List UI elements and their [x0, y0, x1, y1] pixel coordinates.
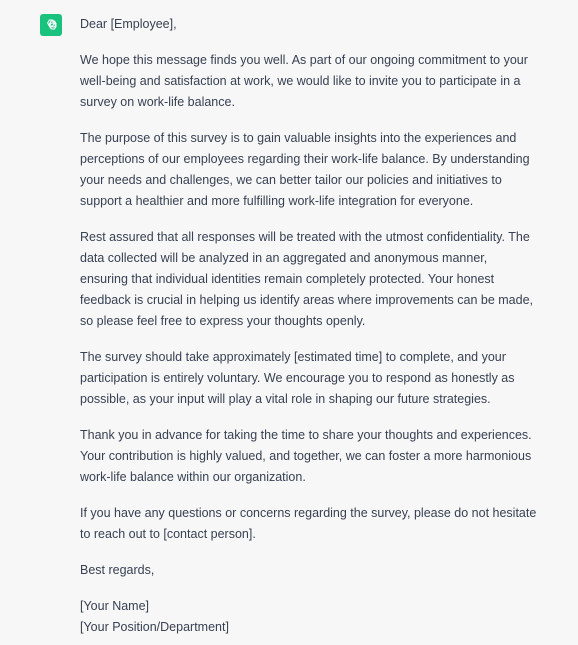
assistant-message-body — [80, 14, 538, 638]
paragraph-confidentiality: Rest assured that all responses will be treated with the utmost confidentiality. The data collected will be analyzed in an aggregated and anonymous manner, ensuring that individual identities remain completely protected. Your honest feedback is crucial in helping us identify areas where improvements can be made, so please feel free to express your thoughts openly. — [80, 230, 534, 328]
paragraph-duration: The survey should take approximately [estimated time] to complete, and your participation is entirely voluntary. We encourage you to respond as honestly as possible, as your input will play a vital role in shaping our future strategies. — [80, 350, 515, 406]
paragraph-contact: If you have any questions or concerns regarding the survey, please do not hesitate to reach out to [contact person]. — [80, 506, 537, 541]
greeting-line: Dear [Employee], — [80, 17, 177, 31]
paragraph-invitation: We hope this message finds you well. As part of our ongoing commitment to your well-being and satisfaction at work, we would like to invite you to participate in a survey on work-life balance. — [80, 53, 528, 109]
signature-position: [Your Position/Department] — [80, 620, 229, 634]
closing-line: Best regards, — [80, 563, 155, 577]
signature-name: [Your Name] — [80, 599, 150, 613]
openai-logo-icon — [43, 17, 59, 33]
assistant-avatar — [40, 14, 62, 36]
paragraph-purpose: The purpose of this survey is to gain valuable insights into the experiences and perceptions of our employees regarding their work-life balance. By understanding your needs and challenges, we can better tailor our policies and initiatives to support a healthier and more fulfilling work-life integration for everyone. — [80, 131, 530, 208]
paragraph-thanks: Thank you in advance for taking the time to share your thoughts and experiences. Your contribution is highly valued, and together, we can foster a more harmonious work-life balance within our organization. — [80, 428, 532, 484]
